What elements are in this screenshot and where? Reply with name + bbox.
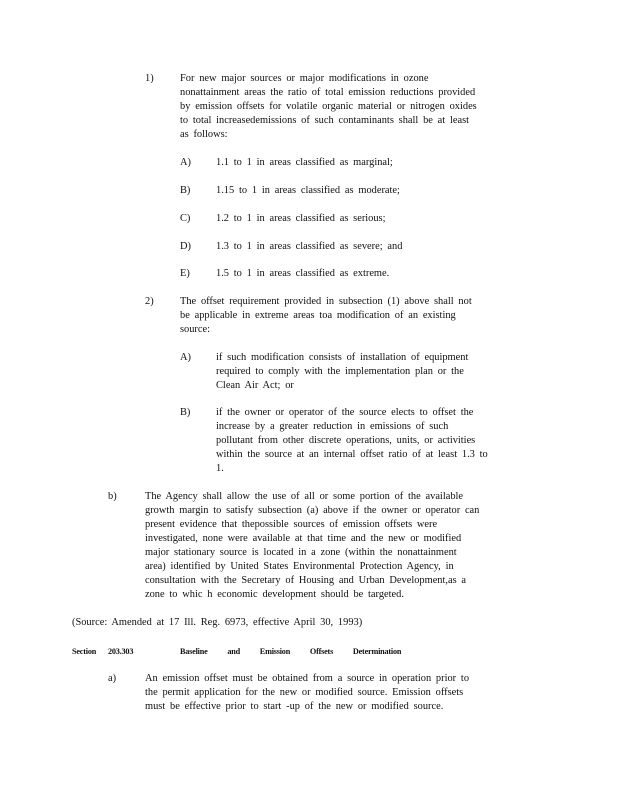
item-1-text [180, 72, 477, 142]
section-number: 203.303 [108, 647, 134, 656]
item-2b-line: within the source at an internal offset ratio of at least 1.3 to [216, 449, 488, 460]
item-b-line: investigated, none were available at that time and the new or modified [145, 533, 462, 544]
item-2b-line: increase by a greater reduction in emissions of such [216, 421, 449, 432]
item-1a-marker: A) [180, 157, 191, 168]
item-a-marker: a) [108, 673, 117, 684]
item-1-line: For new major sources or major modifications in ozone [180, 73, 429, 84]
item-2a-line: required to comply with the implementation plan or the [216, 366, 464, 377]
item-1e-marker: E) [180, 268, 190, 279]
item-1b-text: 1.15 to 1 in areas classified as moderate; [216, 185, 400, 196]
item-1d-marker: D) [180, 241, 191, 252]
item-2a-line: if such modification consists of installation of equipment [216, 352, 469, 363]
item-1-line: nonattainment areas the ratio of total emission reductions provided [180, 87, 476, 98]
item-2-line: be applicable in extreme areas toa modification of an existing [180, 310, 456, 321]
item-b-line: The Agency shall allow the use of all or some portion of the available [145, 491, 464, 502]
item-2b-line: 1. [216, 463, 224, 474]
item-a-line: must be effective prior to start -up of the new or modified source. [145, 701, 444, 712]
item-a-line: An emission offset must be obtained from a source in operation prior to [145, 673, 470, 684]
item-2a-marker: A) [180, 352, 191, 363]
section-title: Baseline and Emission Offsets Determination [180, 647, 402, 656]
item-b-line: area) identified by United States Environmental Protection Agency, in [145, 561, 454, 572]
item-b-line: present evidence that thepossible sources of emission offsets were [145, 519, 438, 530]
item-1c-text: 1.2 to 1 in areas classified as serious; [216, 213, 386, 224]
item-1-marker: 1) [145, 73, 154, 84]
item-b-line: consultation with the Secretary of Housing and Urban Development,as a [145, 575, 467, 586]
item-2-line: source: [180, 324, 211, 335]
item-2a-line: Clean Air Act; or [216, 380, 294, 391]
item-b-marker: b) [108, 491, 117, 502]
item-1c-marker: C) [180, 213, 191, 224]
item-b-text [145, 490, 479, 602]
item-2b-line: if the owner or operator of the source elects to offset the [216, 407, 474, 418]
item-1e-text: 1.5 to 1 in areas classified as extreme. [216, 268, 390, 279]
item-2-line: The offset requirement provided in subsection (1) above shall not [180, 296, 472, 307]
item-2-text [180, 295, 472, 337]
item-1-line: to total increasedemissions of such contaminants shall be at least [180, 115, 470, 126]
item-b-line: major stationary source is located in a zone (within the nonattainment [145, 547, 457, 558]
item-b-line: growth margin to satisfy subsection (a) above if the owner or operator can [145, 505, 480, 516]
item-2b-marker: B) [180, 407, 191, 418]
item-1d-text: 1.3 to 1 in areas classified as severe; and [216, 241, 403, 252]
item-1b-marker: B) [180, 185, 191, 196]
item-2b-text [216, 406, 488, 476]
item-1-line: as follows: [180, 129, 228, 140]
source-note: (Source: Amended at 17 Ill. Reg. 6973, effective April 30, 1993) [72, 617, 363, 628]
item-2a-text [216, 351, 468, 393]
item-2b-line: pollutant from other discrete operations, units, or activities [216, 435, 476, 446]
item-2-marker: 2) [145, 296, 154, 307]
item-1a-text: 1.1 to 1 in areas classified as marginal; [216, 157, 393, 168]
item-b-line: zone to whic h economic development should be targeted. [145, 589, 404, 600]
item-1-line: by emission offsets for volatile organic material or nitrogen oxides [180, 101, 477, 112]
item-a-text [145, 672, 469, 714]
section-label: Section [72, 647, 97, 656]
item-a-line: the permit application for the new or modified source. Emission offsets [145, 687, 464, 698]
